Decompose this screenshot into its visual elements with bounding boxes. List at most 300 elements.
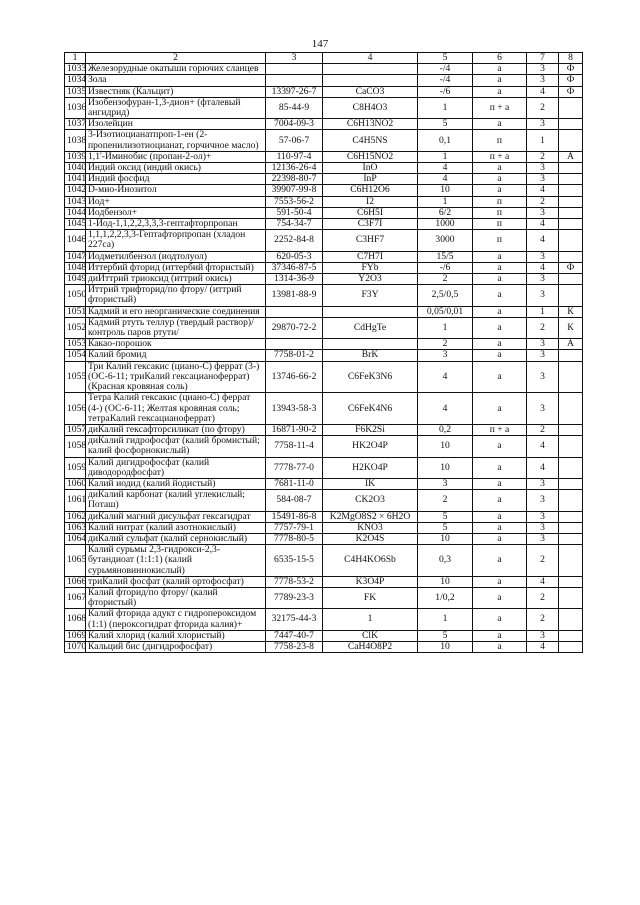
- row-number: 1049: [65, 274, 86, 285]
- hazard-class: 3: [527, 339, 559, 350]
- hazard-class: 3: [527, 174, 559, 185]
- cas-number: 2252-84-8: [266, 230, 323, 251]
- substance-name: Иттербий фторид (иттербий фтористый): [86, 262, 266, 273]
- table-row: [65, 576, 583, 587]
- row-number: 1033: [65, 64, 86, 75]
- substance-name: диКалий гексафторсиликат (по фтору): [86, 424, 266, 435]
- effect-flag: [559, 511, 583, 522]
- cas-number: 754-34-7: [266, 219, 323, 230]
- hazard-class: 3: [527, 361, 559, 393]
- aggregate-state: п: [473, 230, 527, 251]
- formula: [323, 306, 418, 317]
- effect-flag: [559, 576, 583, 587]
- row-number: 1055: [65, 361, 86, 393]
- row-number: 1045: [65, 219, 86, 230]
- substance-name: 3-Изотиоцианатпроп-1-ен (2-пропенилизотиоцианат, горчичное масло): [86, 130, 266, 151]
- substance-name: Калий фторида адукт с гидропероксидом (1:1) (пероксогидрат фторида калия)+: [86, 609, 266, 630]
- hazard-class: 3: [527, 251, 559, 262]
- cas-number: 7681-11-0: [266, 478, 323, 489]
- limit-value: 1: [418, 151, 473, 162]
- formula: K3O4P: [323, 576, 418, 587]
- substance-name: Иодметилбензол (иодтолуол): [86, 251, 266, 262]
- cas-number: 7758-01-2: [266, 350, 323, 361]
- cas-number: 7757-79-1: [266, 522, 323, 533]
- row-number: 1057: [65, 424, 86, 435]
- cas-number: 13981-88-9: [266, 285, 323, 306]
- hazard-class: 3: [527, 490, 559, 511]
- aggregate-state: а: [473, 361, 527, 393]
- hazard-class: 2: [527, 424, 559, 435]
- hazard-class: 2: [527, 609, 559, 630]
- effect-flag: [559, 424, 583, 435]
- col-header: 8: [559, 53, 583, 64]
- substance-name: диКалий магний дисульфат гексагидрат: [86, 511, 266, 522]
- aggregate-state: а: [473, 609, 527, 630]
- formula: CaH4O8P2: [323, 641, 418, 652]
- cas-number: 7553-56-2: [266, 196, 323, 207]
- hazard-class: 3: [527, 75, 559, 86]
- effect-flag: К: [559, 306, 583, 317]
- substance-name: Иодбензол+: [86, 207, 266, 218]
- aggregate-state: а: [473, 641, 527, 652]
- hazard-class: 1: [527, 130, 559, 151]
- table-row: [65, 163, 583, 174]
- table-row: [65, 436, 583, 457]
- substance-name: Калий нитрат (калий азотнокислый): [86, 522, 266, 533]
- aggregate-state: а: [473, 251, 527, 262]
- hazard-class: 2: [527, 545, 559, 577]
- substance-name: диКалий сульфат (калий сернокислый): [86, 533, 266, 544]
- effect-flag: [559, 609, 583, 630]
- aggregate-state: а: [473, 306, 527, 317]
- row-number: 1035: [65, 86, 86, 97]
- limit-value: 15/5: [418, 251, 473, 262]
- cas-number: 16871-90-2: [266, 424, 323, 435]
- limit-value: 6/2: [418, 207, 473, 218]
- row-number: 1070: [65, 641, 86, 652]
- col-header: 7: [527, 53, 559, 64]
- aggregate-state: а: [473, 630, 527, 641]
- substance-name: диИттрий триоксид (иттрий окись): [86, 274, 266, 285]
- substance-name: Какао-порошок: [86, 339, 266, 350]
- formula: K2MgO8S2 × 6H2O: [323, 511, 418, 522]
- col-header: 5: [418, 53, 473, 64]
- limit-value: 10: [418, 533, 473, 544]
- row-number: 1046: [65, 230, 86, 251]
- formula: C6FeK3N6: [323, 361, 418, 393]
- table-row: [65, 545, 583, 577]
- substance-name: Изолейцин: [86, 119, 266, 130]
- row-number: 1068: [65, 609, 86, 630]
- table-row: [65, 630, 583, 641]
- table-row: [65, 196, 583, 207]
- limit-value: 10: [418, 457, 473, 478]
- effect-flag: [559, 219, 583, 230]
- aggregate-state: а: [473, 393, 527, 425]
- hazard-class: 3: [527, 64, 559, 75]
- row-number: 1056: [65, 393, 86, 425]
- effect-flag: [559, 119, 583, 130]
- cas-number: 591-50-4: [266, 207, 323, 218]
- hazard-class: 4: [527, 219, 559, 230]
- cas-number: 584-08-7: [266, 490, 323, 511]
- substances-table: [64, 52, 583, 653]
- effect-flag: А: [559, 151, 583, 162]
- row-number: 1034: [65, 75, 86, 86]
- limit-value: 2: [418, 339, 473, 350]
- limit-value: 3: [418, 478, 473, 489]
- effect-flag: К: [559, 317, 583, 338]
- limit-value: 5: [418, 511, 473, 522]
- hazard-class: 3: [527, 511, 559, 522]
- limit-value: 1: [418, 609, 473, 630]
- row-number: 1059: [65, 457, 86, 478]
- col-header: 4: [323, 53, 418, 64]
- effect-flag: [559, 207, 583, 218]
- row-number: 1062: [65, 511, 86, 522]
- table-row: [65, 130, 583, 151]
- table-row: [65, 350, 583, 361]
- hazard-class: 3: [527, 285, 559, 306]
- row-number: 1048: [65, 262, 86, 273]
- limit-value: 0,2: [418, 424, 473, 435]
- cas-number: 7447-40-7: [266, 630, 323, 641]
- formula: CdHgTe: [323, 317, 418, 338]
- limit-value: -/4: [418, 64, 473, 75]
- substance-name: 1,1,1,2,2,3,3-Гептафторпропан (хладон 227са): [86, 230, 266, 251]
- cas-number: 7778-53-2: [266, 576, 323, 587]
- substance-name: 1-Иод-1,1,2,2,3,3,3-гептафторпропан: [86, 219, 266, 230]
- row-number: 1043: [65, 196, 86, 207]
- substance-name: Изобензофуран-1,3-дион+ (фталевый ангидрид): [86, 97, 266, 118]
- aggregate-state: а: [473, 350, 527, 361]
- effect-flag: [559, 641, 583, 652]
- table-row: [65, 587, 583, 608]
- substance-name: Тетра Калий гексакис (циано-С) феррат (4-) (ОС-6-11; Желтая кровяная соль; тетраКалий гексацианоферрат): [86, 393, 266, 425]
- formula: F3Y: [323, 285, 418, 306]
- aggregate-state: а: [473, 522, 527, 533]
- hazard-class: 4: [527, 576, 559, 587]
- hazard-class: 3: [527, 119, 559, 130]
- row-number: 1069: [65, 630, 86, 641]
- aggregate-state: а: [473, 185, 527, 196]
- effect-flag: Ф: [559, 86, 583, 97]
- substance-name: триКалий фосфат (калий ортофосфат): [86, 576, 266, 587]
- hazard-class: 2: [527, 317, 559, 338]
- row-number: 1064: [65, 533, 86, 544]
- cas-number: 7758-11-4: [266, 436, 323, 457]
- limit-value: -/6: [418, 86, 473, 97]
- cas-number: 57-06-7: [266, 130, 323, 151]
- formula: K2O4S: [323, 533, 418, 544]
- substance-name: Три Калий гексакис (циано-С) феррат (3-) (ОС-6-11; триКалий гексацианоферрат) (Красная кровяная соль): [86, 361, 266, 393]
- table-row: [65, 230, 583, 251]
- effect-flag: [559, 545, 583, 577]
- table-row: [65, 478, 583, 489]
- substance-name: Известняк (Кальцит): [86, 86, 266, 97]
- substance-name: Иттрий трифторид/по фтору/ (иттрий фтористый): [86, 285, 266, 306]
- row-number: 1036: [65, 97, 86, 118]
- formula: [323, 64, 418, 75]
- formula: I2: [323, 196, 418, 207]
- hazard-class: 4: [527, 262, 559, 273]
- aggregate-state: а: [473, 64, 527, 75]
- substance-name: Калий хлорид (калий хлористый): [86, 630, 266, 641]
- limit-value: 1/0,2: [418, 587, 473, 608]
- effect-flag: [559, 230, 583, 251]
- effect-flag: [559, 393, 583, 425]
- aggregate-state: а: [473, 262, 527, 273]
- hazard-class: 3: [527, 207, 559, 218]
- formula: InP: [323, 174, 418, 185]
- aggregate-state: а: [473, 174, 527, 185]
- formula: C6FeK4N6: [323, 393, 418, 425]
- formula: CaCO3: [323, 86, 418, 97]
- limit-value: 10: [418, 436, 473, 457]
- aggregate-state: а: [473, 587, 527, 608]
- table-row: [65, 75, 583, 86]
- row-number: 1038: [65, 130, 86, 151]
- cas-number: 1314-36-9: [266, 274, 323, 285]
- row-number: 1058: [65, 436, 86, 457]
- table-row: [65, 317, 583, 338]
- limit-value: 10: [418, 641, 473, 652]
- table-row: [65, 339, 583, 350]
- effect-flag: [559, 478, 583, 489]
- aggregate-state: а: [473, 533, 527, 544]
- substance-name: Иод+: [86, 196, 266, 207]
- formula: C8H4O3: [323, 97, 418, 118]
- aggregate-state: а: [473, 317, 527, 338]
- aggregate-state: п + а: [473, 97, 527, 118]
- row-number: 1039: [65, 151, 86, 162]
- table-row: [65, 174, 583, 185]
- limit-value: 5: [418, 522, 473, 533]
- substance-name: Индий оксид (индий окись): [86, 163, 266, 174]
- effect-flag: [559, 361, 583, 393]
- table-row: [65, 285, 583, 306]
- row-number: 1060: [65, 478, 86, 489]
- formula: BrK: [323, 350, 418, 361]
- formula: FYb: [323, 262, 418, 273]
- cas-number: 13943-58-3: [266, 393, 323, 425]
- limit-value: 10: [418, 185, 473, 196]
- table-row: [65, 251, 583, 262]
- cas-number: 7004-09-3: [266, 119, 323, 130]
- substance-name: Железорудные окатыши горючих сланцев: [86, 64, 266, 75]
- effect-flag: [559, 163, 583, 174]
- aggregate-state: а: [473, 75, 527, 86]
- table-row: [65, 361, 583, 393]
- cas-number: 620-05-3: [266, 251, 323, 262]
- substance-name: диКалий гидрофосфат (калий бромистый; калий фосфорнокислый): [86, 436, 266, 457]
- aggregate-state: а: [473, 478, 527, 489]
- limit-value: 2: [418, 490, 473, 511]
- row-number: 1040: [65, 163, 86, 174]
- row-number: 1051: [65, 306, 86, 317]
- formula: C4H4KO6Sb: [323, 545, 418, 577]
- formula: HK2O4P: [323, 436, 418, 457]
- table-row: [65, 609, 583, 630]
- cas-number: 110-97-4: [266, 151, 323, 162]
- effect-flag: [559, 196, 583, 207]
- table-row: [65, 393, 583, 425]
- table-row: [65, 490, 583, 511]
- aggregate-state: п: [473, 130, 527, 151]
- hazard-class: 3: [527, 163, 559, 174]
- effect-flag: [559, 285, 583, 306]
- cas-number: 15491-86-8: [266, 511, 323, 522]
- col-header: 3: [266, 53, 323, 64]
- row-number: 1063: [65, 522, 86, 533]
- row-number: 1042: [65, 185, 86, 196]
- effect-flag: [559, 185, 583, 196]
- hazard-class: 4: [527, 185, 559, 196]
- hazard-class: 2: [527, 151, 559, 162]
- substance-name: Зола: [86, 75, 266, 86]
- aggregate-state: а: [473, 457, 527, 478]
- hazard-class: 4: [527, 641, 559, 652]
- formula: H2KO4P: [323, 457, 418, 478]
- aggregate-state: а: [473, 285, 527, 306]
- aggregate-state: п: [473, 219, 527, 230]
- table-row: [65, 86, 583, 97]
- substance-name: Калий бромид: [86, 350, 266, 361]
- col-header: 2: [86, 53, 266, 64]
- limit-value: 1: [418, 97, 473, 118]
- limit-value: 0,1: [418, 130, 473, 151]
- table-row: [65, 522, 583, 533]
- limit-value: 1: [418, 196, 473, 207]
- effect-flag: А: [559, 339, 583, 350]
- aggregate-state: п + а: [473, 424, 527, 435]
- cas-number: 39907-99-8: [266, 185, 323, 196]
- aggregate-state: п: [473, 196, 527, 207]
- limit-value: 1: [418, 317, 473, 338]
- formula: IK: [323, 478, 418, 489]
- formula: C3HF7: [323, 230, 418, 251]
- effect-flag: [559, 587, 583, 608]
- limit-value: 4: [418, 174, 473, 185]
- formula: C3F7I: [323, 219, 418, 230]
- hazard-class: 3: [527, 522, 559, 533]
- hazard-class: 3: [527, 274, 559, 285]
- substance-name: 1,1'-Иминобис (пропан-2-ол)+: [86, 151, 266, 162]
- table-row: [65, 185, 583, 196]
- effect-flag: [559, 350, 583, 361]
- table-row: [65, 457, 583, 478]
- table-row: [65, 64, 583, 75]
- formula: 1: [323, 609, 418, 630]
- effect-flag: [559, 630, 583, 641]
- aggregate-state: а: [473, 545, 527, 577]
- effect-flag: [559, 436, 583, 457]
- effect-flag: [559, 490, 583, 511]
- table-row: [65, 511, 583, 522]
- limit-value: 5: [418, 630, 473, 641]
- aggregate-state: а: [473, 490, 527, 511]
- aggregate-state: п + а: [473, 151, 527, 162]
- hazard-class: 4: [527, 86, 559, 97]
- effect-flag: Ф: [559, 262, 583, 273]
- formula: CK2O3: [323, 490, 418, 511]
- limit-value: -/6: [418, 262, 473, 273]
- substance-name: Кадмий и его неорганические соединения: [86, 306, 266, 317]
- page-number: 147: [311, 38, 329, 50]
- row-number: 1066: [65, 576, 86, 587]
- hazard-class: 3: [527, 478, 559, 489]
- table-row: [65, 533, 583, 544]
- cas-number: 6535-15-5: [266, 545, 323, 577]
- hazard-class: 4: [527, 457, 559, 478]
- limit-value: 10: [418, 576, 473, 587]
- hazard-class: 2: [527, 587, 559, 608]
- hazard-class: 2: [527, 97, 559, 118]
- limit-value: 3: [418, 350, 473, 361]
- row-number: 1067: [65, 587, 86, 608]
- cas-number: 32175-44-3: [266, 609, 323, 630]
- aggregate-state: а: [473, 436, 527, 457]
- table-row: [65, 97, 583, 118]
- cas-number: 7789-23-3: [266, 587, 323, 608]
- formula: InO: [323, 163, 418, 174]
- effect-flag: [559, 522, 583, 533]
- effect-flag: [559, 251, 583, 262]
- effect-flag: [559, 174, 583, 185]
- table-row: [65, 306, 583, 317]
- aggregate-state: а: [473, 339, 527, 350]
- substance-name: Индий фосфид: [86, 174, 266, 185]
- cas-number: [266, 306, 323, 317]
- aggregate-state: а: [473, 163, 527, 174]
- row-number: 1053: [65, 339, 86, 350]
- table-row: [65, 151, 583, 162]
- aggregate-state: п: [473, 207, 527, 218]
- cas-number: [266, 75, 323, 86]
- cas-number: 13746-66-2: [266, 361, 323, 393]
- formula: C6H13NO2: [323, 119, 418, 130]
- substance-name: Кадмий ртуть теллур (твердый раствор)/контроль паров ртути/: [86, 317, 266, 338]
- table-row: [65, 119, 583, 130]
- limit-value: 5: [418, 119, 473, 130]
- substance-name: Калий сурьмы 2,3-гидрокси-2,3-бутандиоат (1:1:1) (калий сурьмяновиннокислый): [86, 545, 266, 577]
- substance-name: Калий иодид (калий йодистый): [86, 478, 266, 489]
- limit-value: -/4: [418, 75, 473, 86]
- row-number: 1065: [65, 545, 86, 577]
- formula: ClK: [323, 630, 418, 641]
- substance-name: Калий дигидрофосфат (калий диводородфосфат): [86, 457, 266, 478]
- cas-number: 13397-26-7: [266, 86, 323, 97]
- effect-flag: [559, 274, 583, 285]
- substance-name: D-мио-Инозитол: [86, 185, 266, 196]
- aggregate-state: а: [473, 119, 527, 130]
- hazard-class: 3: [527, 533, 559, 544]
- table-row: [65, 424, 583, 435]
- formula: Y2O3: [323, 274, 418, 285]
- row-number: 1054: [65, 350, 86, 361]
- cas-number: 85-44-9: [266, 97, 323, 118]
- limit-value: 2,5/0,5: [418, 285, 473, 306]
- col-header: 1: [65, 53, 86, 64]
- cas-number: [266, 339, 323, 350]
- limit-value: 3000: [418, 230, 473, 251]
- limit-value: 2: [418, 274, 473, 285]
- formula: [323, 75, 418, 86]
- hazard-class: 2: [527, 196, 559, 207]
- table-row: [65, 274, 583, 285]
- hazard-class: 4: [527, 230, 559, 251]
- col-header: 6: [473, 53, 527, 64]
